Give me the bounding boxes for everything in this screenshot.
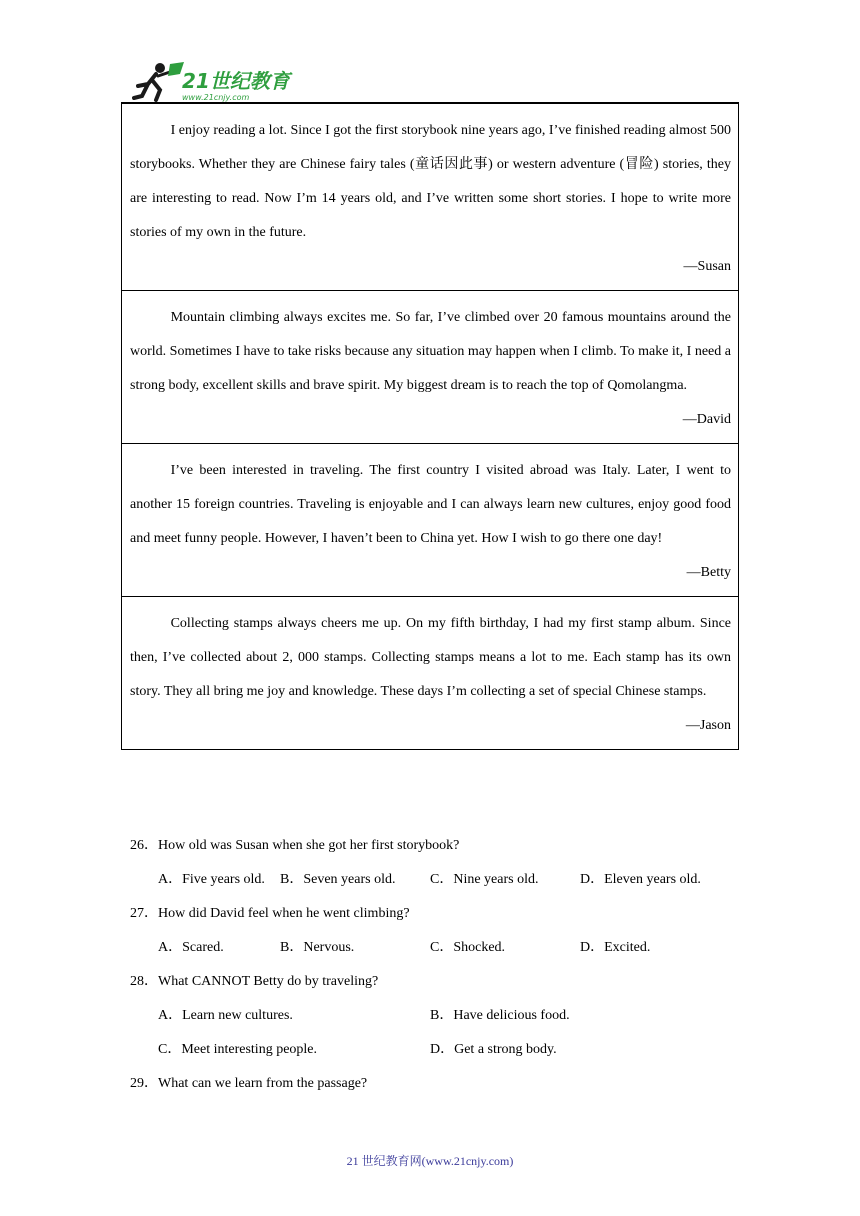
option-a[interactable]: A．Five years old. [158,872,265,887]
passage-row [122,291,739,444]
option-row [130,999,740,1033]
questions-section [130,829,740,1101]
question-26 [130,829,740,897]
passage-signature: —Betty [686,565,731,580]
option-d[interactable]: D．Get a strong body. [430,1042,557,1057]
question-29 [130,1067,740,1101]
passages-table [121,103,739,750]
option-b[interactable]: B．Nervous. [280,940,355,955]
passage-signature: —Susan [683,259,731,274]
passage-row [122,597,739,750]
option-b[interactable]: B．Seven years old. [280,872,396,887]
option-a[interactable]: A．Learn new cultures. [158,1008,293,1023]
question-stem: 28．What CANNOT Betty do by traveling? [130,974,379,989]
site-logo [130,58,300,104]
option-c[interactable]: C．Shocked. [430,940,506,955]
option-c[interactable]: C．Nine years old. [430,872,539,887]
logo-text: 21世纪教育 [182,69,290,93]
passage-cell [122,104,739,291]
question-stem: 26．How old was Susan when she got her first storybook? [130,838,460,853]
passage-cell [122,597,739,750]
passage-text: I enjoy reading a lot. Since I got the first storybook nine years ago, I’ve finished reading almost 500 storybooks. Whether they are Chinese fairy tales (童话因此事) or western adventure (冒险) stories, they are interesting to read. Now I’m 14 years old, and I’ve written some short stories. I hope to write more stories of my own in the future. [130,123,731,240]
option-d[interactable]: D．Excited. [580,940,651,955]
page-footer: 21 世纪教育网(www.21cnjy.com) [346,1154,514,1168]
question-stem: 27．How did David feel when he went climbing? [130,906,410,921]
passage-signature: —Jason [685,718,731,733]
option-row [130,931,740,965]
question-stem: 29．What can we learn from the passage? [130,1076,368,1091]
option-d[interactable]: D．Eleven years old. [580,872,701,887]
passage-signature: —David [682,412,731,427]
option-c[interactable]: C．Meet interesting people. [158,1042,318,1057]
passage-row [122,104,739,291]
question-28 [130,965,740,1067]
question-27 [130,897,740,965]
passage-row [122,444,739,597]
passage-cell [122,444,739,597]
passage-text: Mountain climbing always excites me. So far, I’ve climbed over 20 famous mountains around the world. Sometimes I have to take risks because any situation may happen when I climb. To make it, I need a strong body, excellent skills and brave spirit. My biggest dream is to reach the top of Qomolangma. [130,310,731,393]
option-row [130,1033,740,1067]
passage-cell [122,291,739,444]
passage-text: I’ve been interested in traveling. The first country I visited abroad was Italy. Later, I went to another 15 foreign countries. Traveling is enjoyable and I can always learn new cultures, enjoy good food and meet funny people. However, I haven’t been to China yet. How I wish to go there one day! [130,463,731,546]
option-b[interactable]: B．Have delicious food. [430,1008,570,1023]
option-row [130,863,740,897]
passage-text: Collecting stamps always cheers me up. On my fifth birthday, I had my first stamp album. Since then, I’ve collected about 2, 000 stamps. Collecting stamps means a lot to me. Each stamp has its own story. They all bring me joy and knowledge. These days I’m collecting a set of special Chinese stamps. [130,616,731,699]
option-a[interactable]: A．Scared. [158,940,224,955]
runner-icon [134,62,184,100]
logo-url: www.21cnjy.com [182,93,250,102]
